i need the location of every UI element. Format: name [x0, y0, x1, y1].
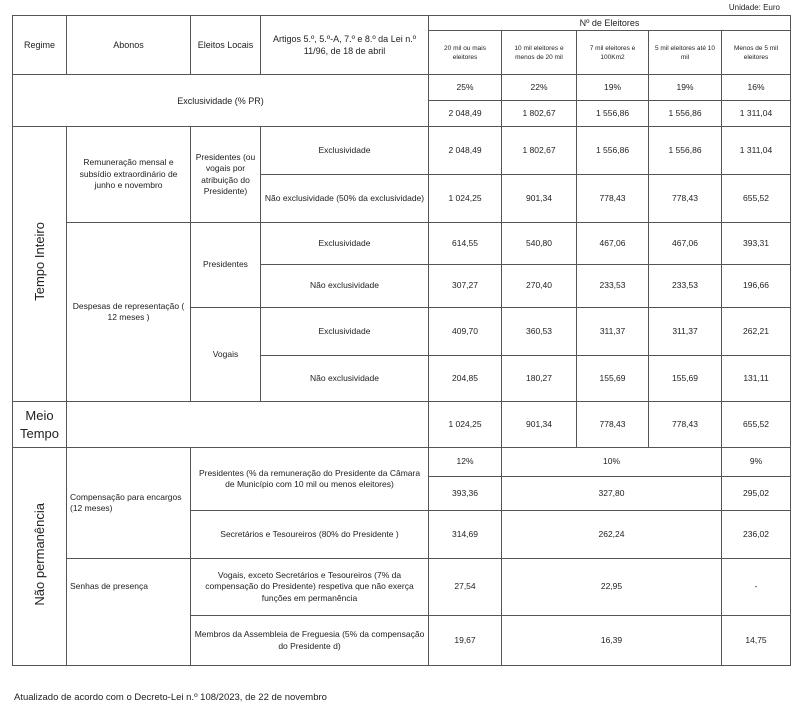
value-cell: 467,06: [649, 223, 722, 265]
value-cell: 14,75: [722, 616, 791, 666]
value-cell: 262,21: [722, 308, 791, 356]
value-cell: 131,11: [722, 356, 791, 402]
value-cell: 270,40: [502, 265, 577, 308]
abono-compensacao: Compensação para encargos (12 meses): [67, 448, 191, 559]
row-label: Não exclusividade: [261, 356, 429, 402]
value-cell: 1 311,04: [722, 101, 791, 127]
header-col-1: 20 mil ou mais eleitores: [429, 31, 502, 75]
abono-despesas: Despesas de representação ( 12 meses ): [67, 223, 191, 402]
eleitos-presidentes: Presidentes (ou vogais por atribuição do Presidente): [191, 127, 261, 223]
value-cell: 155,69: [649, 356, 722, 402]
regime-meio-tempo: Meio Tempo: [13, 402, 67, 448]
value-cell: 1 556,86: [649, 127, 722, 175]
exclusividade-label: Exclusividade (% PR): [13, 75, 429, 127]
header-artigos: Artigos 5.º, 5.º-A, 7.º e 8.º da Lei n.º 11/96, de 18 de abril: [261, 16, 429, 75]
regime-tempo-inteiro: Tempo Inteiro: [13, 127, 67, 402]
pct-cell: 22%: [502, 75, 577, 101]
value-cell: 901,34: [502, 175, 577, 223]
pct-cell: 25%: [429, 75, 502, 101]
value-cell: 233,53: [649, 265, 722, 308]
row-label: Não exclusividade (50% da exclusividade): [261, 175, 429, 223]
value-cell: 327,80: [502, 477, 722, 511]
value-cell: 311,37: [649, 308, 722, 356]
value-cell: 393,31: [722, 223, 791, 265]
value-cell: 155,69: [577, 356, 649, 402]
value-cell: 778,43: [577, 402, 649, 448]
value-cell: 2 048,49: [429, 127, 502, 175]
value-cell: 1 024,25: [429, 175, 502, 223]
pct-cell: 16%: [722, 75, 791, 101]
value-cell: 1 802,67: [502, 127, 577, 175]
value-cell: 1 311,04: [722, 127, 791, 175]
value-cell: 314,69: [429, 511, 502, 559]
value-cell: 2 048,49: [429, 101, 502, 127]
allowances-table: [12, 15, 791, 666]
value-cell: 540,80: [502, 223, 577, 265]
value-cell: 778,43: [649, 402, 722, 448]
value-cell: 393,36: [429, 477, 502, 511]
value-cell: 262,24: [502, 511, 722, 559]
eleitos-vogais: Vogais: [191, 308, 261, 402]
abono-senhas: Senhas de presença: [67, 559, 191, 666]
value-cell: 16,39: [502, 616, 722, 666]
value-cell: 19,67: [429, 616, 502, 666]
eleitos-presidentes: Presidentes: [191, 223, 261, 308]
pct-cell: 12%: [429, 448, 502, 477]
value-cell: 233,53: [577, 265, 649, 308]
row-label: Exclusividade: [261, 127, 429, 175]
value-cell: 27,54: [429, 559, 502, 616]
value-cell: 1 802,67: [502, 101, 577, 127]
value-cell: 204,85: [429, 356, 502, 402]
value-cell: 901,34: [502, 402, 577, 448]
value-cell: -: [722, 559, 791, 616]
value-cell: 1 556,86: [577, 127, 649, 175]
value-cell: 778,43: [649, 175, 722, 223]
value-cell: 180,27: [502, 356, 577, 402]
value-cell: 1 556,86: [577, 101, 649, 127]
eleitos-vogais-senhas: Vogais, exceto Secretários e Tesoureiros (7% da compensação do Presidente) respetiva que não exerça funções em permanência: [191, 559, 429, 616]
row-label: Exclusividade: [261, 308, 429, 356]
footer-note: Atualizado de acordo com o Decreto-Lei n.º 108/2023, de 22 de novembro: [14, 692, 327, 703]
header-col-3: 7 mil eleitores e 100Km2: [577, 31, 649, 75]
regime-nao-permanencia: Não permanência: [13, 448, 67, 666]
eleitos-presidentes-compensacao: Presidentes (% da remuneração do Presidente da Câmara de Município com 10 mil ou menos eleitores): [191, 448, 429, 511]
value-cell: 614,55: [429, 223, 502, 265]
abono-remuneracao: Remuneração mensal e subsídio extraordinário de junho e novembro: [67, 127, 191, 223]
pct-cell: 10%: [502, 448, 722, 477]
unit-label: Unidade: Euro: [728, 3, 780, 12]
row-label: Não exclusividade: [261, 265, 429, 308]
value-cell: 196,66: [722, 265, 791, 308]
value-cell: 1 556,86: [649, 101, 722, 127]
value-cell: 467,06: [577, 223, 649, 265]
value-cell: 655,52: [722, 175, 791, 223]
pct-cell: 19%: [649, 75, 722, 101]
header-n-eleitores: Nº de Eleitores: [429, 16, 791, 31]
pct-cell: 19%: [577, 75, 649, 101]
header-col-2: 10 mil eleitores e menos de 20 mil: [502, 31, 577, 75]
row-label: Exclusividade: [261, 223, 429, 265]
eleitos-membros: Membros da Assembleia de Freguesia (5% da compensação do Presidente d): [191, 616, 429, 666]
value-cell: 778,43: [577, 175, 649, 223]
header-regime: Regime: [13, 16, 67, 75]
value-cell: 22,95: [502, 559, 722, 616]
value-cell: 409,70: [429, 308, 502, 356]
header-col-5: Menos de 5 mil eleitores: [722, 31, 791, 75]
header-eleitos-locais: Eleitos Locais: [191, 16, 261, 75]
eleitos-secretarios: Secretários e Tesoureiros (80% do Presidente ): [191, 511, 429, 559]
value-cell: 311,37: [577, 308, 649, 356]
value-cell: 360,53: [502, 308, 577, 356]
value-cell: 1 024,25: [429, 402, 502, 448]
value-cell: 295,02: [722, 477, 791, 511]
pct-cell: 9%: [722, 448, 791, 477]
value-cell: 307,27: [429, 265, 502, 308]
header-col-4: 5 mil eleitores até 10 mil: [649, 31, 722, 75]
value-cell: 236,02: [722, 511, 791, 559]
meio-tempo-blank: [67, 402, 429, 448]
header-abonos: Abonos: [67, 16, 191, 75]
value-cell: 655,52: [722, 402, 791, 448]
